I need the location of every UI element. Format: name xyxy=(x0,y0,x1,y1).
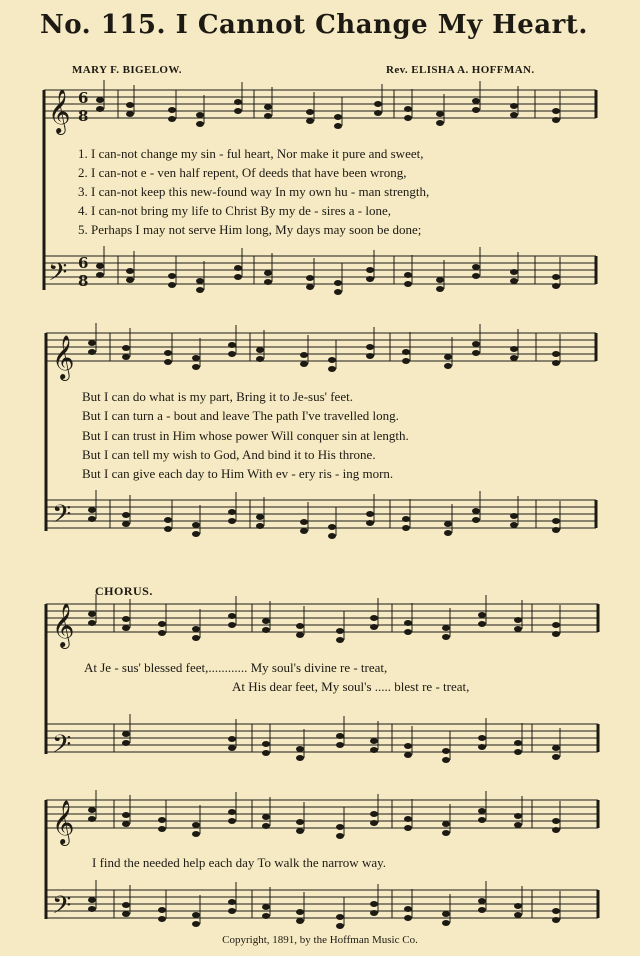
note-head xyxy=(328,357,336,363)
verse-line: 5. Perhaps I may not serve Him long, My days may soon be done; xyxy=(78,222,422,237)
note-head xyxy=(370,615,378,621)
copyright-notice: Copyright, 1891, by the Hoffman Music Co. xyxy=(222,934,418,946)
note-head xyxy=(404,825,412,831)
note-head xyxy=(374,101,382,107)
note-head xyxy=(192,635,200,641)
note-head xyxy=(404,272,412,278)
note-head xyxy=(192,921,200,927)
note-head xyxy=(296,909,304,915)
note-head xyxy=(256,523,264,529)
note-head xyxy=(552,827,560,833)
note-head xyxy=(370,624,378,630)
note-head xyxy=(336,742,344,748)
note-head xyxy=(404,106,412,112)
note-head xyxy=(122,354,130,360)
note-head xyxy=(228,899,236,905)
note-head xyxy=(442,634,450,640)
note-head xyxy=(168,116,176,122)
note-head xyxy=(164,517,172,523)
note-head xyxy=(88,897,96,903)
time-signature-top: 6 xyxy=(78,254,89,272)
treble-clef-icon: 𝄞 xyxy=(52,603,75,647)
note-head xyxy=(164,526,172,532)
note-head xyxy=(436,111,444,117)
note-head xyxy=(122,902,130,908)
note-head xyxy=(234,108,242,114)
note-head xyxy=(478,808,486,814)
note-head xyxy=(296,746,304,752)
note-head xyxy=(510,269,518,275)
note-head xyxy=(552,360,560,366)
note-head xyxy=(478,612,486,618)
note-head xyxy=(444,354,452,360)
note-head xyxy=(510,522,518,528)
note-head xyxy=(370,901,378,907)
note-head xyxy=(436,120,444,126)
note-head xyxy=(88,906,96,912)
verse-line: 1. I can-not change my sin - ful heart, Nor make it pure and sweet, xyxy=(78,146,424,161)
note-head xyxy=(472,350,480,356)
note-head xyxy=(192,831,200,837)
note-head xyxy=(88,516,96,522)
note-head xyxy=(88,816,96,822)
note-head xyxy=(472,264,480,270)
note-head xyxy=(336,833,344,839)
note-head xyxy=(126,268,134,274)
note-head xyxy=(510,513,518,519)
note-head xyxy=(262,750,270,756)
note-head xyxy=(256,347,264,353)
lyricist-credit: MARY F. BIGELOW. xyxy=(72,64,182,76)
note-head xyxy=(510,355,518,361)
note-head xyxy=(472,508,480,514)
note-head xyxy=(442,911,450,917)
note-head xyxy=(552,108,560,114)
note-head xyxy=(472,107,480,113)
note-head xyxy=(196,112,204,118)
note-head xyxy=(168,107,176,113)
note-head xyxy=(264,104,272,110)
note-head xyxy=(300,361,308,367)
note-head xyxy=(306,284,314,290)
note-head xyxy=(296,918,304,924)
verse-line: But I can tell my wish to God, And bind it to His throne. xyxy=(82,447,376,462)
verse-line: But I can turn a - bout and leave The path I've travelled long. xyxy=(82,408,399,423)
note-head xyxy=(88,611,96,617)
note-head xyxy=(472,273,480,279)
note-head xyxy=(122,625,130,631)
note-head xyxy=(510,103,518,109)
note-head xyxy=(192,531,200,537)
note-head xyxy=(514,813,522,819)
note-head xyxy=(122,521,130,527)
note-head xyxy=(444,363,452,369)
note-head xyxy=(196,287,204,293)
note-head xyxy=(404,816,412,822)
note-head xyxy=(336,733,344,739)
note-head xyxy=(552,274,560,280)
note-head xyxy=(442,757,450,763)
note-head xyxy=(514,903,522,909)
note-head xyxy=(192,355,200,361)
note-head xyxy=(472,341,480,347)
note-head xyxy=(514,822,522,828)
note-head xyxy=(478,621,486,627)
note-head xyxy=(262,913,270,919)
note-head xyxy=(370,820,378,826)
note-head xyxy=(334,289,342,295)
note-head xyxy=(256,514,264,520)
note-head xyxy=(552,622,560,628)
note-head xyxy=(404,906,412,912)
note-head xyxy=(444,521,452,527)
treble-clef-icon: 𝄞 xyxy=(48,89,71,133)
note-head xyxy=(228,908,236,914)
note-head xyxy=(122,512,130,518)
note-head xyxy=(366,520,374,526)
note-head xyxy=(234,274,242,280)
note-head xyxy=(442,821,450,827)
note-head xyxy=(442,830,450,836)
note-head xyxy=(472,517,480,523)
note-head xyxy=(262,741,270,747)
note-head xyxy=(96,97,104,103)
note-head xyxy=(370,811,378,817)
note-head xyxy=(404,620,412,626)
note-head xyxy=(96,263,104,269)
note-head xyxy=(158,621,166,627)
note-head xyxy=(552,818,560,824)
note-head xyxy=(404,281,412,287)
note-head xyxy=(402,525,410,531)
chorus-line: At His dear feet, My soul's ..... blest re - treat, xyxy=(232,679,470,694)
note-head xyxy=(122,821,130,827)
note-head xyxy=(328,524,336,530)
verse-line: But I can trust in Him whose power Will conquer sin at length. xyxy=(82,428,409,443)
note-head xyxy=(228,745,236,751)
note-head xyxy=(122,740,130,746)
bass-clef-icon: 𝄢 xyxy=(52,730,72,765)
note-head xyxy=(404,629,412,635)
note-head xyxy=(366,511,374,517)
note-head xyxy=(264,270,272,276)
note-head xyxy=(228,509,236,515)
note-head xyxy=(404,115,412,121)
note-head xyxy=(228,613,236,619)
note-head xyxy=(192,522,200,528)
note-head xyxy=(478,735,486,741)
note-head xyxy=(228,809,236,815)
note-head xyxy=(192,822,200,828)
note-head xyxy=(122,911,130,917)
note-head xyxy=(88,507,96,513)
note-head xyxy=(514,749,522,755)
time-signature-bottom: 8 xyxy=(78,107,89,125)
note-head xyxy=(402,349,410,355)
hymn-title: No. 115. I Cannot Change My Heart. xyxy=(40,10,588,40)
note-head xyxy=(256,356,264,362)
note-head xyxy=(402,516,410,522)
note-head xyxy=(370,747,378,753)
note-head xyxy=(306,275,314,281)
note-head xyxy=(334,123,342,129)
note-head xyxy=(478,744,486,750)
note-head xyxy=(336,923,344,929)
time-signature-bottom: 8 xyxy=(78,272,89,290)
note-head xyxy=(262,627,270,633)
note-head xyxy=(514,740,522,746)
bass-clef-icon: 𝄢 xyxy=(52,500,72,535)
note-head xyxy=(366,267,374,273)
note-head xyxy=(366,276,374,282)
note-head xyxy=(478,817,486,823)
note-head xyxy=(158,916,166,922)
note-head xyxy=(370,910,378,916)
note-head xyxy=(96,272,104,278)
note-head xyxy=(514,912,522,918)
note-head xyxy=(510,346,518,352)
note-head xyxy=(192,364,200,370)
note-head xyxy=(370,738,378,744)
note-head xyxy=(262,814,270,820)
note-head xyxy=(196,121,204,127)
note-head xyxy=(88,340,96,346)
note-head xyxy=(552,754,560,760)
note-head xyxy=(328,533,336,539)
note-head xyxy=(300,528,308,534)
note-head xyxy=(234,265,242,271)
note-head xyxy=(122,616,130,622)
note-head xyxy=(552,351,560,357)
verse-line: 2. I can-not e - ven half repent, Of deeds that have been wrong, xyxy=(78,165,407,180)
note-head xyxy=(366,353,374,359)
note-head xyxy=(334,280,342,286)
note-head xyxy=(306,118,314,124)
note-head xyxy=(296,623,304,629)
note-head xyxy=(228,351,236,357)
note-head xyxy=(552,917,560,923)
note-head xyxy=(514,626,522,632)
note-head xyxy=(552,745,560,751)
note-head xyxy=(404,752,412,758)
note-head xyxy=(158,817,166,823)
treble-clef-icon: 𝄞 xyxy=(52,800,75,844)
note-head xyxy=(402,358,410,364)
note-head xyxy=(552,908,560,914)
note-head xyxy=(88,620,96,626)
note-head xyxy=(234,99,242,105)
note-head xyxy=(228,622,236,628)
note-head xyxy=(444,530,452,536)
note-head xyxy=(514,617,522,623)
note-head xyxy=(96,106,104,112)
note-head xyxy=(262,904,270,910)
note-head xyxy=(366,344,374,350)
treble-clef-icon: 𝄞 xyxy=(52,335,75,379)
note-head xyxy=(510,112,518,118)
note-head xyxy=(262,823,270,829)
note-head xyxy=(192,626,200,632)
note-head xyxy=(336,637,344,643)
note-head xyxy=(300,519,308,525)
note-head xyxy=(122,812,130,818)
note-head xyxy=(552,518,560,524)
note-head xyxy=(262,618,270,624)
note-head xyxy=(296,632,304,638)
verse-line: 3. I can-not keep this new-found way In my own hu - man strength, xyxy=(78,184,430,199)
note-head xyxy=(334,114,342,120)
note-head xyxy=(264,279,272,285)
note-head xyxy=(442,920,450,926)
note-head xyxy=(296,755,304,761)
note-head xyxy=(228,518,236,524)
note-head xyxy=(478,898,486,904)
note-head xyxy=(336,824,344,830)
note-head xyxy=(336,628,344,634)
note-head xyxy=(126,277,134,283)
note-head xyxy=(404,915,412,921)
note-head xyxy=(552,631,560,637)
note-head xyxy=(228,342,236,348)
note-head xyxy=(168,282,176,288)
verse-line: 4. I can-not bring my life to Christ By my de - sires a - lone, xyxy=(78,203,392,218)
note-head xyxy=(228,818,236,824)
note-head xyxy=(192,912,200,918)
verse-line: I find the needed help each day To walk the narrow way. xyxy=(92,855,387,870)
chorus-line: At Je - sus' blessed feet,............ My soul's divine re - treat, xyxy=(84,660,388,675)
verse-line: But I can do what is my part, Bring it to Je-sus' feet. xyxy=(82,389,353,404)
note-head xyxy=(552,527,560,533)
note-head xyxy=(88,349,96,355)
note-head xyxy=(264,113,272,119)
note-head xyxy=(126,111,134,117)
note-head xyxy=(122,731,130,737)
note-head xyxy=(472,98,480,104)
note-head xyxy=(228,736,236,742)
note-head xyxy=(168,273,176,279)
composer-credit: Rev. ELISHA A. HOFFMAN. xyxy=(386,64,535,76)
note-head xyxy=(164,359,172,365)
note-head xyxy=(552,117,560,123)
note-head xyxy=(436,286,444,292)
note-head xyxy=(122,345,130,351)
note-head xyxy=(436,277,444,283)
note-head xyxy=(404,743,412,749)
note-head xyxy=(296,819,304,825)
note-head xyxy=(158,826,166,832)
verse-line: But I can give each day to Him With ev - ery ris - ing morn. xyxy=(82,466,394,481)
bass-clef-icon: 𝄢 xyxy=(48,258,68,293)
note-head xyxy=(126,102,134,108)
time-signature-top: 6 xyxy=(78,89,89,107)
note-head xyxy=(328,366,336,372)
bass-clef-icon: 𝄢 xyxy=(52,891,72,926)
note-head xyxy=(336,914,344,920)
note-head xyxy=(510,278,518,284)
note-head xyxy=(196,278,204,284)
note-head xyxy=(306,109,314,115)
note-head xyxy=(164,350,172,356)
note-head xyxy=(158,907,166,913)
note-head xyxy=(374,110,382,116)
note-head xyxy=(552,283,560,289)
note-head xyxy=(158,630,166,636)
note-head xyxy=(478,907,486,913)
note-head xyxy=(88,807,96,813)
note-head xyxy=(300,352,308,358)
chorus-label: CHORUS. xyxy=(95,584,153,598)
note-head xyxy=(442,748,450,754)
note-head xyxy=(296,828,304,834)
note-head xyxy=(442,625,450,631)
